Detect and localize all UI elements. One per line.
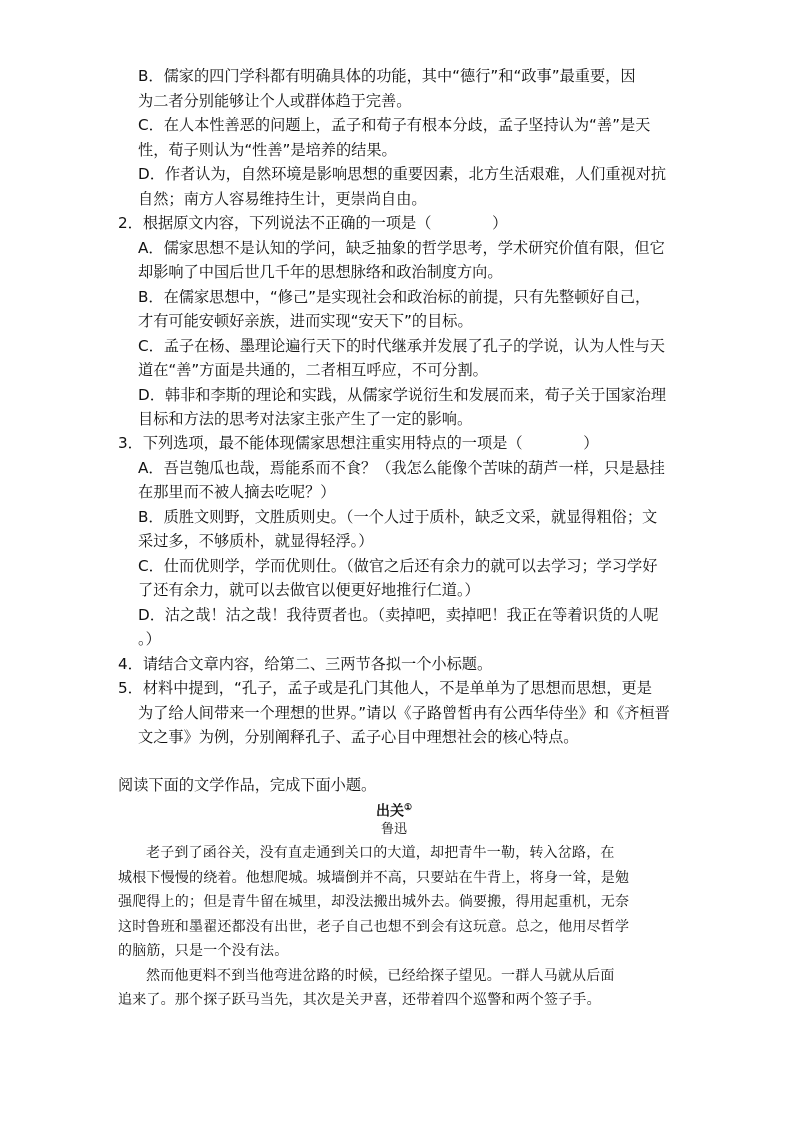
story-title [376, 798, 412, 822]
q3-option-b-line2: 采过多，不够质朴，就显得轻浮。） [138, 532, 374, 550]
q2-option-d-line1: D．韩非和李斯的理论和实践，从儒家学说衍生和发展而来，荀子关于国家治理 [138, 386, 667, 404]
q3-option-a-line1: A．吾岂匏瓜也哉，焉能系而不食？（我怎么能像个苦味的葫芦一样，只是悬挂 [138, 459, 665, 477]
q4-stem: 4．请结合文章内容，给第二、三两节各拟一个小标题。 [118, 655, 493, 673]
story-p1-line5: 的脑筋，只是一个没有法。 [118, 943, 289, 959]
q2-option-d-line2: 目标和方法的思考对法家主张产生了一定的影响。 [138, 410, 473, 428]
q5-line2: 为了给人间带来一个理想的世界。”请以《子路曾皙冉有公西华侍坐》和《齐桓晋 [138, 704, 670, 722]
q5-line3: 文之事》为例，分别阐释孔子、孟子心目中理想社会的核心特点。 [138, 728, 579, 746]
story-author: 鲁迅 [381, 822, 408, 837]
q2-option-a-line1: A．儒家思想不是认知的学问，缺乏抽象的哲学思考，学术研究价值有限，但它 [138, 239, 665, 257]
story-p1-line2: 城根下慢慢的绕着。他想爬城。城墙倒并不高，只要站在牛背上，将身一耸，是勉 [118, 870, 630, 886]
q2-option-b-line2: 才有可能安顿好亲族，进而实现“安天下”的目标。 [138, 312, 473, 330]
q2-stem: 2．根据原文内容，下列说法不正确的一项是（ ） [118, 214, 508, 232]
story-p1-line4: 这时鲁班和墨翟还都没有出世，老子自己也想不到会有这玩意。总之，他用尽哲学 [118, 919, 630, 935]
story-p1-line1: 老子到了函谷关，没有直走通到关口的大道，却把青牛一勒，转入岔路，在 [146, 845, 615, 861]
q1-option-c-line2: 性，荀子则认为“性善”是培养的结果。 [138, 141, 397, 159]
q1-option-d-line1: D．作者认为，自然环境是影响思想的重要因素，北方生活艰难，人们重视对抗 [138, 165, 667, 183]
q2-option-c-line1: C．孟子在杨、墨理论遍行天下的时代继承并发展了孔子的学说，认为人性与天 [138, 337, 665, 355]
story-p2-line2: 追来了。那个探子跃马当先，其次是关尹喜，还带着四个巡警和两个签子手。 [118, 992, 601, 1008]
q3-option-c-line2: 了还有余力，就可以去做官以便更好地推行仁道。） [138, 581, 480, 599]
q1-option-b-line1: B．儒家的四门学科都有明确具体的功能，其中“德行”和“政事”最重要，因 [138, 67, 636, 85]
q3-option-b-line1: B．质胜文则野，文胜质则史。（一个人过于质朴，缺乏文采，就显得粗俗；文 [138, 508, 658, 526]
q1-option-b-line2: 为二者分别能够让个人或群体趋于完善。 [138, 92, 412, 110]
q2-option-a-line2: 却影响了中国后世几千年的思想脉络和政治制度方向。 [138, 263, 503, 281]
q3-option-d-line1: D．沽之哉！沽之哉！我待贾者也。（卖掉吧，卖掉吧！我正在等着识货的人呢 [138, 606, 659, 624]
reading-intro: 阅读下面的文学作品，完成下面小题。 [118, 776, 377, 794]
q2-option-b-line1: B．在儒家思想中，“修己”是实现社会和政治标的前提，只有先整顿好自己， [138, 288, 651, 306]
story-p2-line1: 然而他更料不到当他弯进岔路的时候，已经给探子望见。一群人马就从后面 [146, 968, 615, 984]
story-title-text: 出关 [376, 803, 404, 820]
q3-stem: 3．下列选项，最不能体现儒家思想注重实用特点的一项是（ ） [118, 434, 599, 452]
q3-option-d-line2: 。） [138, 630, 161, 648]
q3-option-c-line1: C．仕而优则学，学而优则仕。（做官之后还有余力的就可以去学习；学习学好 [138, 557, 658, 575]
q3-option-a-line2: 在那里而不被人摘去吃呢？） [138, 483, 336, 501]
footnote-mark: ① [404, 803, 413, 813]
q5-line1: 5．材料中提到，“孔子，孟子或是孔门其他人，不是单单为了思想而思想，更是 [118, 679, 652, 697]
story-p1-line3: 强爬得上的；但是青牛留在城里，却没法搬出城外去。倘要搬，得用起重机，无奈 [118, 894, 630, 910]
q2-option-c-line2: 道在“善”方面是共通的，二者相互呼应，不可分割。 [138, 361, 488, 379]
q1-option-d-line2: 自然；南方人容易维持生计，更崇尚自由。 [138, 190, 427, 208]
q1-option-c-line1: C．在人本性善恶的问题上，孟子和荀子有根本分歧，孟子坚持认为“善”是天 [138, 116, 651, 134]
